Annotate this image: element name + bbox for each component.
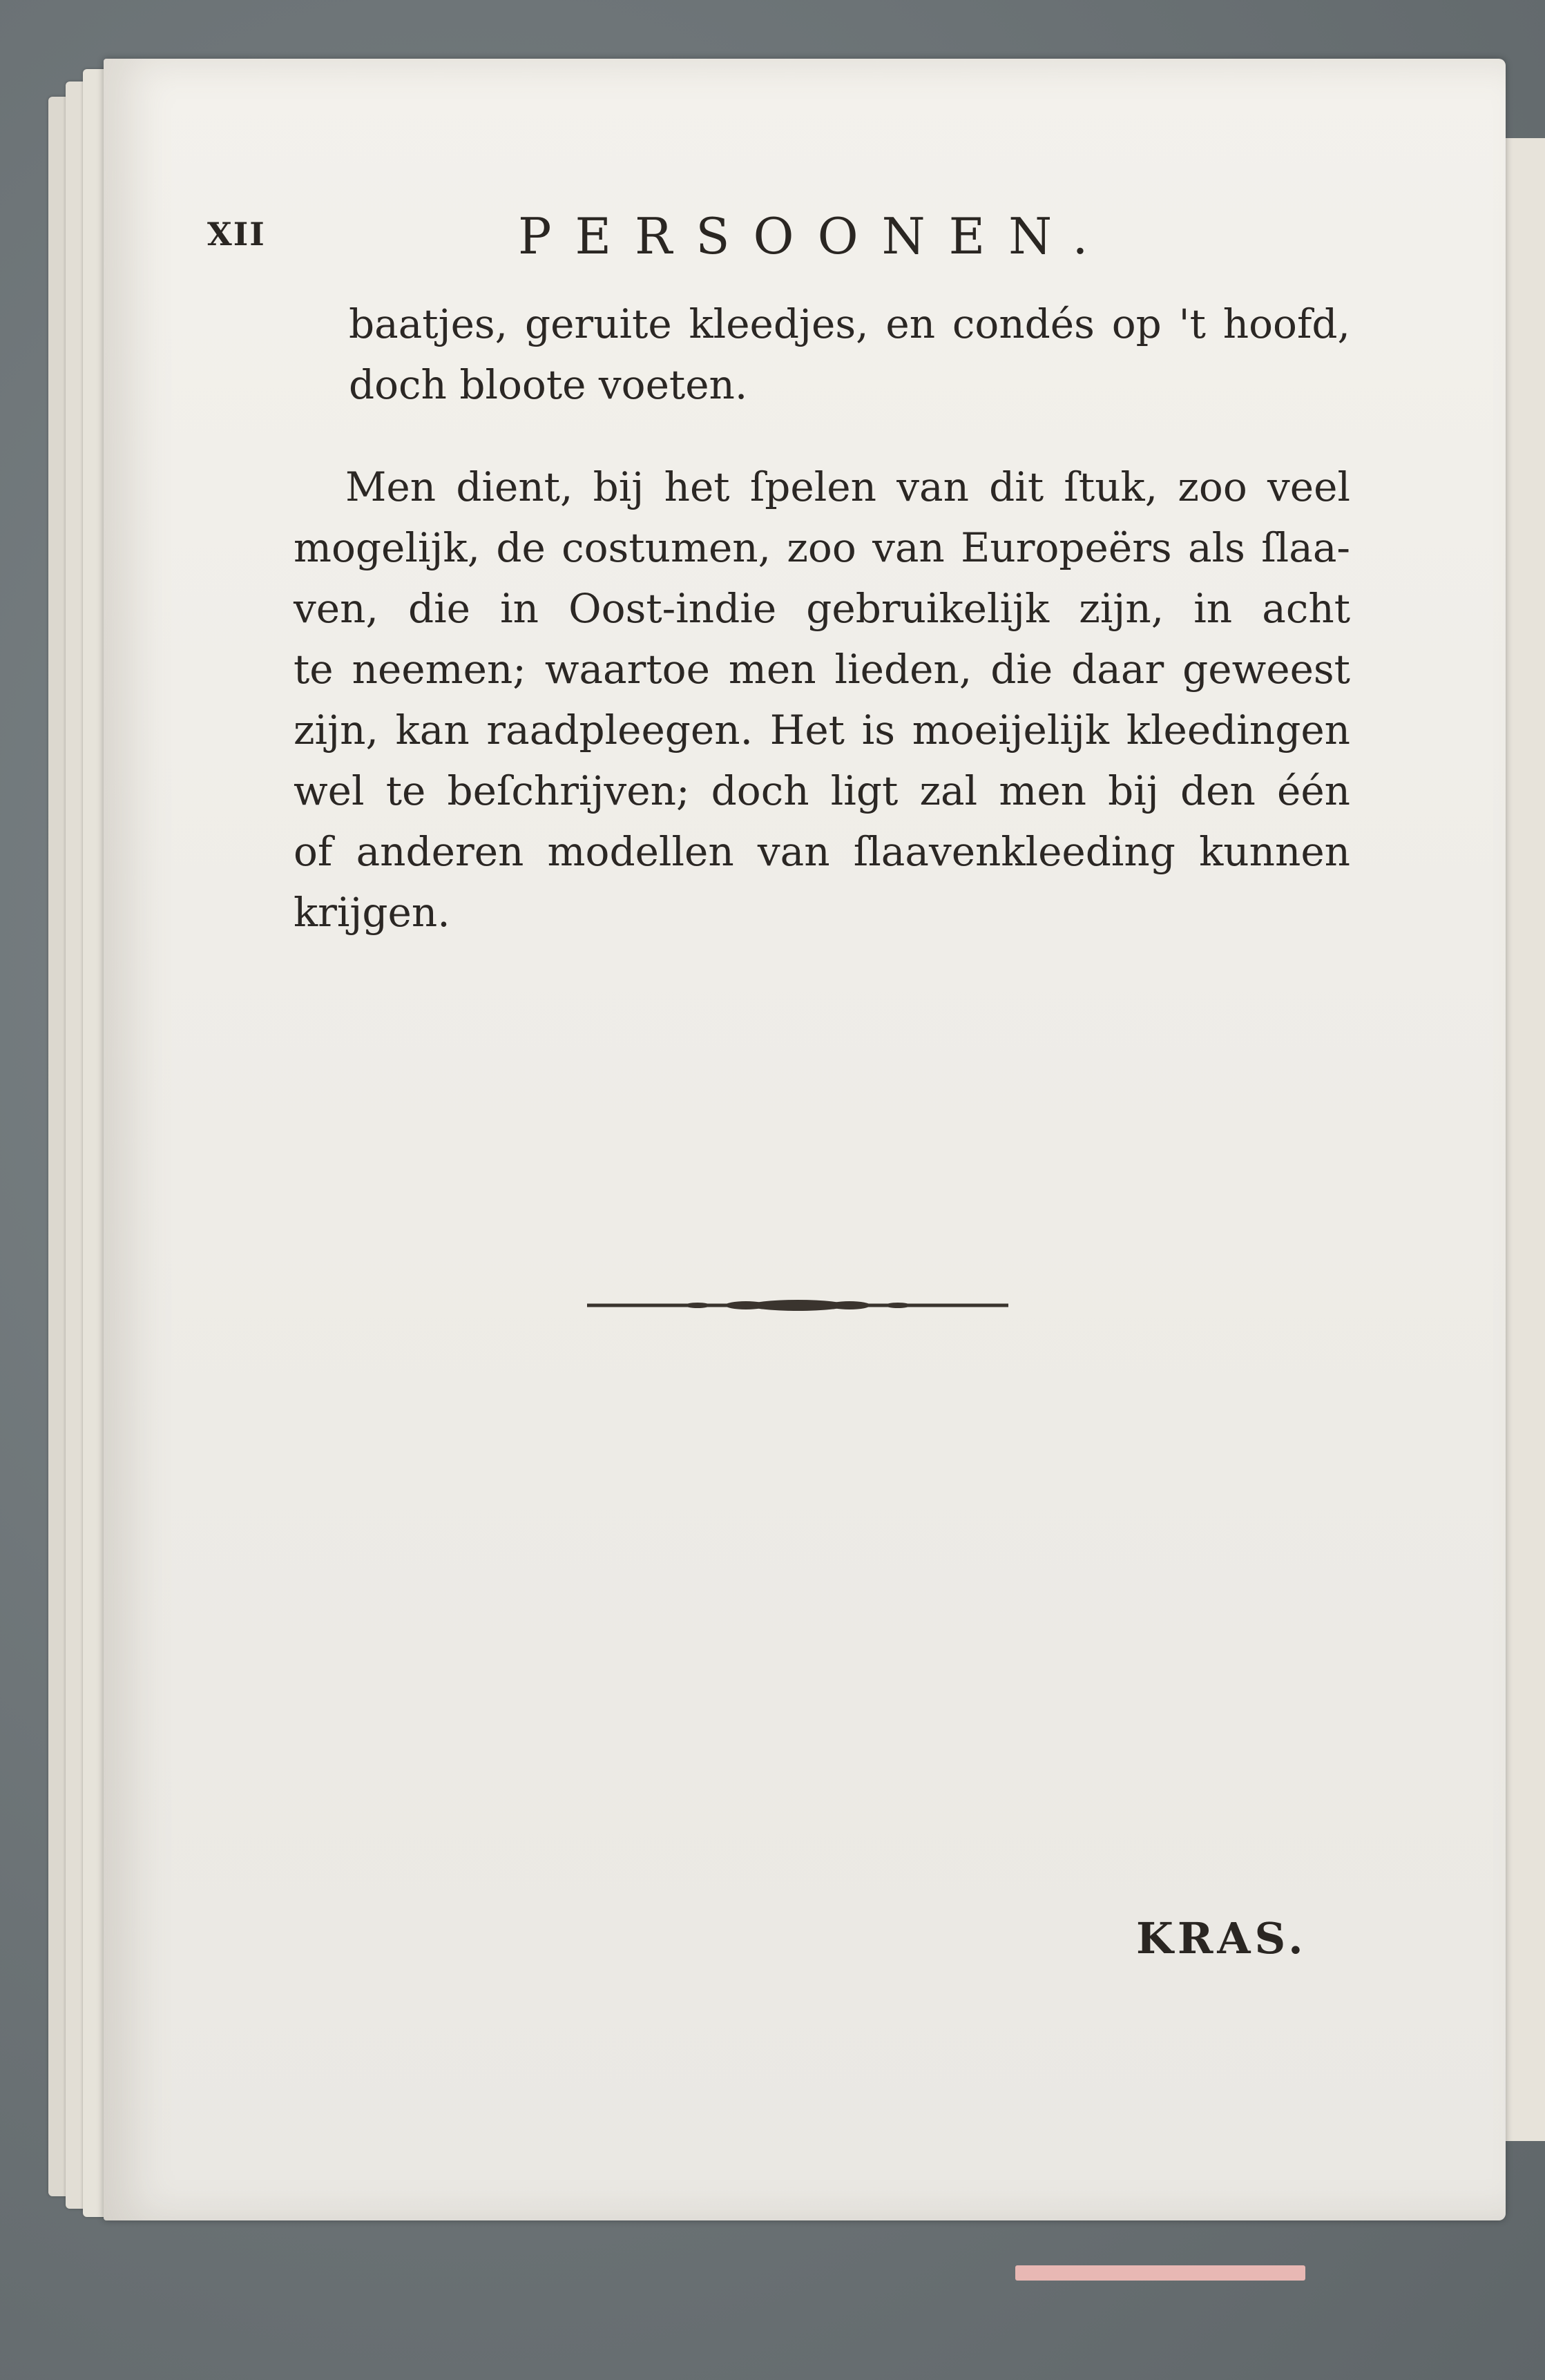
page-header [207,207,1209,276]
catchword: KRAS. [1136,1913,1307,1964]
text-line: of anderen modellen van ſlaavenkleeding kunnen [294,828,1350,875]
paragraph [294,294,1350,415]
page-number: XII [207,215,266,253]
bookmark-strip [1015,2265,1305,2281]
text-line: wel te beſchrijven; doch ligt zal men bij den één [294,767,1350,814]
running-head: PERSOONEN. [518,207,1112,265]
facing-page [1499,138,1545,2141]
text-line: Men dient, bij het ſpelen van dit ſtuk, zoo veel [345,463,1350,510]
text-line: mogelijk, de costumen, zoo van Europeërs als ſlaa- [294,524,1350,571]
text-line: doch bloote voeten. [349,361,748,408]
paragraph [294,457,1350,943]
ornament-rule [587,1292,1008,1319]
body-text [294,294,1350,943]
text-line: krijgen. [294,889,450,936]
text-line: zijn, kan raadpleegen. Het is moeijelijk kleedingen [294,707,1350,754]
text-line: baatjes, geruite kleedjes, en condés op 't hoofd, [349,300,1350,347]
text-line: ven, die in Oost-indie gebruikelijk zijn, in acht [294,585,1350,632]
text-line: te neemen; waartoe men lieden, die daar geweest [294,646,1350,693]
